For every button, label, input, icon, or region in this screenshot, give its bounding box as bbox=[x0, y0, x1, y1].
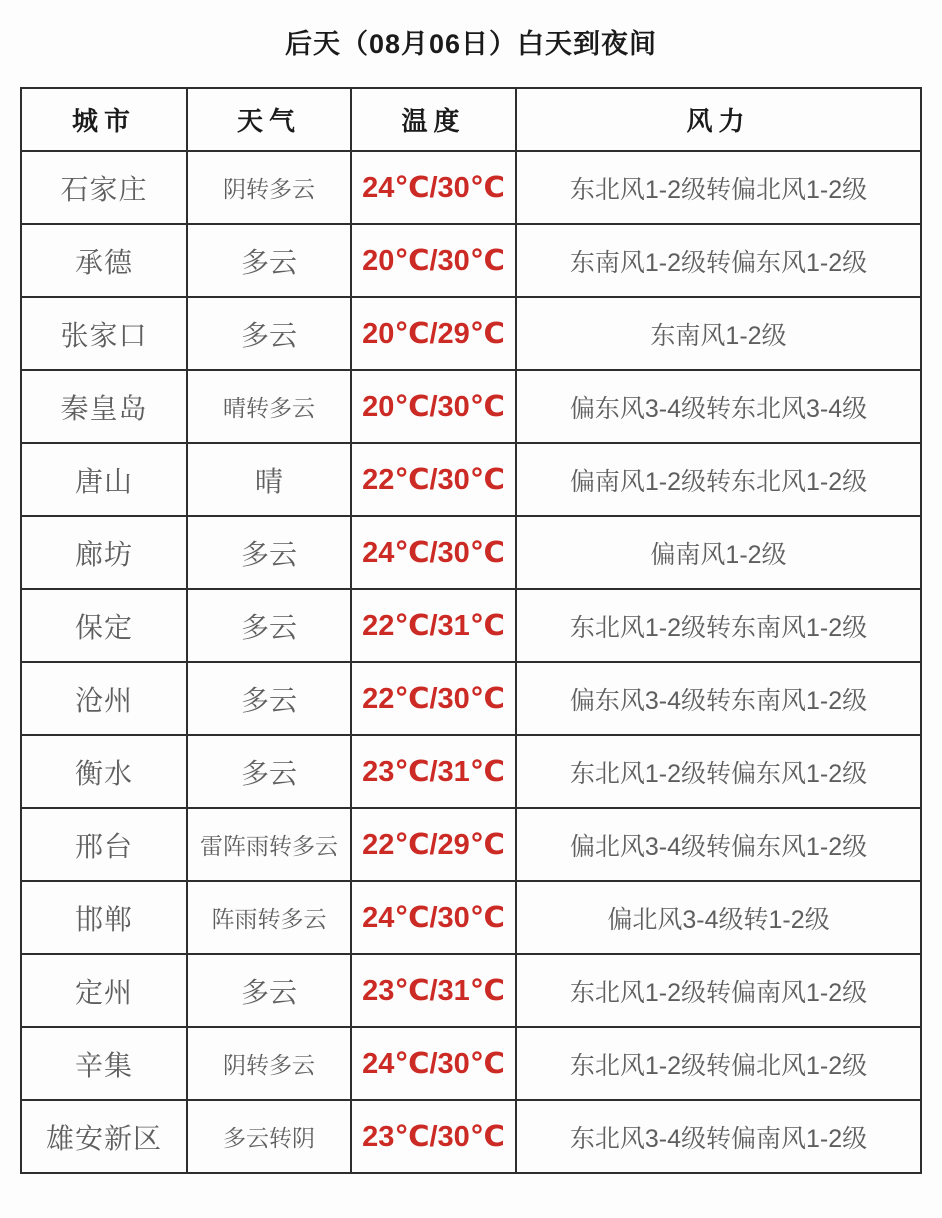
table-row bbox=[21, 808, 921, 881]
table-row bbox=[21, 443, 921, 516]
city-cell: 邯郸 bbox=[21, 881, 187, 954]
table-row bbox=[21, 589, 921, 662]
city-cell: 辛集 bbox=[21, 1027, 187, 1100]
weather-cell: 阴转多云 bbox=[187, 1027, 351, 1100]
weather-cell: 多云 bbox=[187, 589, 351, 662]
wind-cell: 偏南风1-2级转东北风1-2级 bbox=[516, 443, 921, 516]
weather-cell: 多云 bbox=[187, 297, 351, 370]
wind-cell: 偏北风3-4级转偏东风1-2级 bbox=[516, 808, 921, 881]
temperature-cell: 22℃/31℃ bbox=[351, 589, 516, 662]
temperature-cell: 24℃/30℃ bbox=[351, 881, 516, 954]
wind-cell: 偏东风3-4级转东北风3-4级 bbox=[516, 370, 921, 443]
temperature-cell: 24℃/30℃ bbox=[351, 151, 516, 224]
temperature-cell: 24℃/30℃ bbox=[351, 516, 516, 589]
table-body bbox=[21, 151, 921, 1173]
table-row bbox=[21, 662, 921, 735]
city-cell: 秦皇岛 bbox=[21, 370, 187, 443]
wind-cell: 东北风3-4级转偏南风1-2级 bbox=[516, 1100, 921, 1173]
table-row bbox=[21, 151, 921, 224]
temperature-cell: 22℃/30℃ bbox=[351, 662, 516, 735]
table-row bbox=[21, 1100, 921, 1173]
wind-cell: 东北风1-2级转偏东风1-2级 bbox=[516, 735, 921, 808]
temperature-cell: 23℃/31℃ bbox=[351, 954, 516, 1027]
col-header-temperature: 温度 bbox=[351, 88, 516, 151]
city-cell: 雄安新区 bbox=[21, 1100, 187, 1173]
weather-cell: 多云 bbox=[187, 735, 351, 808]
weather-cell: 多云 bbox=[187, 662, 351, 735]
wind-cell: 东北风1-2级转偏北风1-2级 bbox=[516, 151, 921, 224]
table-row bbox=[21, 297, 921, 370]
weather-cell: 阵雨转多云 bbox=[187, 881, 351, 954]
city-cell: 定州 bbox=[21, 954, 187, 1027]
temperature-cell: 24℃/30℃ bbox=[351, 1027, 516, 1100]
weather-cell: 多云转阴 bbox=[187, 1100, 351, 1173]
wind-cell: 东北风1-2级转东南风1-2级 bbox=[516, 589, 921, 662]
temperature-cell: 20℃/30℃ bbox=[351, 370, 516, 443]
temperature-cell: 23℃/31℃ bbox=[351, 735, 516, 808]
city-cell: 张家口 bbox=[21, 297, 187, 370]
table-row bbox=[21, 954, 921, 1027]
city-cell: 石家庄 bbox=[21, 151, 187, 224]
temperature-cell: 20℃/29℃ bbox=[351, 297, 516, 370]
table-row bbox=[21, 370, 921, 443]
city-cell: 沧州 bbox=[21, 662, 187, 735]
city-cell: 廊坊 bbox=[21, 516, 187, 589]
forecast-table bbox=[20, 87, 922, 1174]
wind-cell: 东北风1-2级转偏南风1-2级 bbox=[516, 954, 921, 1027]
temperature-cell: 23℃/30℃ bbox=[351, 1100, 516, 1173]
table-row bbox=[21, 224, 921, 297]
temperature-cell: 20℃/30℃ bbox=[351, 224, 516, 297]
col-header-city: 城市 bbox=[21, 88, 187, 151]
wind-cell: 东南风1-2级 bbox=[516, 297, 921, 370]
table-row bbox=[21, 1027, 921, 1100]
table-row bbox=[21, 516, 921, 589]
weather-cell: 多云 bbox=[187, 954, 351, 1027]
col-header-weather: 天气 bbox=[187, 88, 351, 151]
table-row bbox=[21, 881, 921, 954]
header-row bbox=[21, 88, 921, 151]
weather-cell: 晴转多云 bbox=[187, 370, 351, 443]
wind-cell: 偏南风1-2级 bbox=[516, 516, 921, 589]
weather-cell: 阴转多云 bbox=[187, 151, 351, 224]
temperature-cell: 22℃/29℃ bbox=[351, 808, 516, 881]
city-cell: 衡水 bbox=[21, 735, 187, 808]
city-cell: 唐山 bbox=[21, 443, 187, 516]
city-cell: 承德 bbox=[21, 224, 187, 297]
temperature-cell: 22℃/30℃ bbox=[351, 443, 516, 516]
city-cell: 邢台 bbox=[21, 808, 187, 881]
weather-cell: 多云 bbox=[187, 224, 351, 297]
weather-cell: 多云 bbox=[187, 516, 351, 589]
weather-cell: 雷阵雨转多云 bbox=[187, 808, 351, 881]
city-cell: 保定 bbox=[21, 589, 187, 662]
wind-cell: 偏北风3-4级转1-2级 bbox=[516, 881, 921, 954]
weather-cell: 晴 bbox=[187, 443, 351, 516]
page-title: 后天（08月06日）白天到夜间 bbox=[284, 29, 658, 59]
table-row bbox=[21, 735, 921, 808]
col-header-wind: 风力 bbox=[516, 88, 921, 151]
wind-cell: 偏东风3-4级转东南风1-2级 bbox=[516, 662, 921, 735]
wind-cell: 东北风1-2级转偏北风1-2级 bbox=[516, 1027, 921, 1100]
wind-cell: 东南风1-2级转偏东风1-2级 bbox=[516, 224, 921, 297]
